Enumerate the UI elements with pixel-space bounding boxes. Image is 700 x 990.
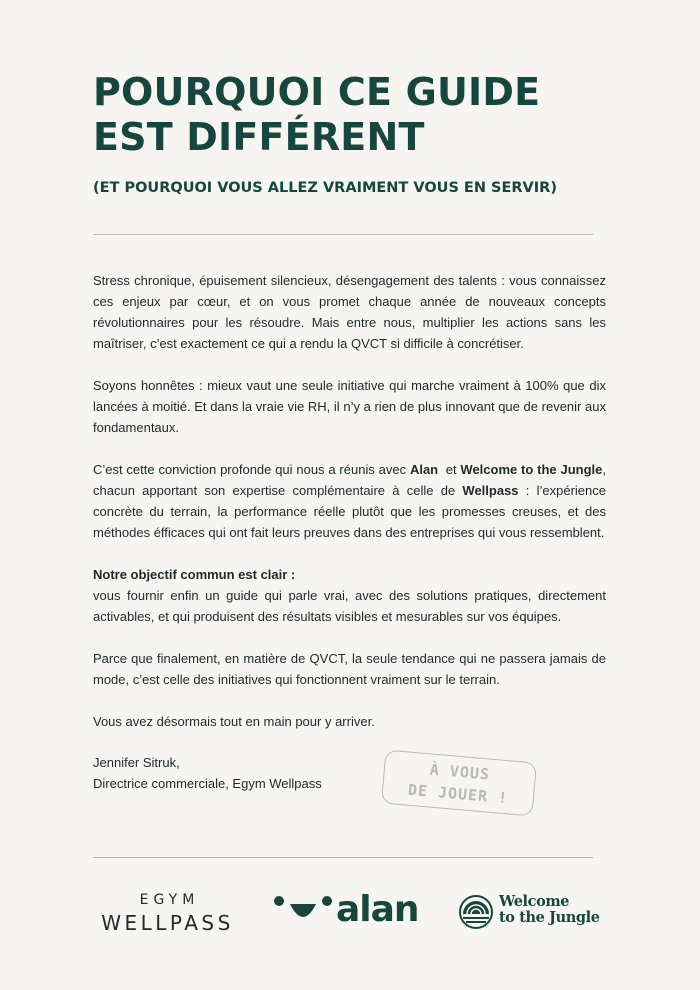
paragraph-4: [93, 564, 606, 627]
wttj-mention: Welcome to the Jungle: [460, 462, 603, 477]
alan-mention: Alan: [409, 462, 439, 477]
egym-logo-text: EGYM: [139, 892, 200, 908]
signature-name: Jennifer Sitruk,: [93, 755, 180, 770]
paragraph-6: Vous avez désormais tout en main pour y arriver.: [93, 714, 375, 729]
alan-face-icon: [274, 896, 332, 926]
paragraph-3-and: et: [438, 462, 461, 477]
signature: [93, 752, 322, 794]
paragraph-2: Soyons honnêtes : mieux vaut une seule initiative qui marche vraiment à 100% que dix lancées à moitié. Et dans la vraie vie RH, il n’y a rien de plus innovant que de revenir aux fondamentaux.: [93, 378, 606, 435]
title-line-2: EST DIFFÉRENT: [93, 115, 425, 159]
paragraph-4-text: vous fournir enfin un guide qui parle vrai, avec des solutions pratiques, directement activables, et qui produisent des résultats visibles et mesurables sur vos équipes.: [93, 588, 606, 624]
paragraph-4-heading: Notre objectif commun est clair :: [93, 567, 296, 582]
wttj-logo-text: [499, 894, 600, 926]
title-line-1: POURQUOI CE GUIDE: [93, 70, 541, 114]
paragraph-3-mid: , chacun apportant son expertise complémentaire à celle de: [93, 462, 606, 498]
paragraph-3-start: C’est cette conviction profonde qui nous a réunis avec: [93, 462, 410, 477]
stamp-line-2: DE JOUER !: [407, 780, 509, 808]
body-text: [93, 270, 606, 753]
wttj-logo-line-2: to the Jungle: [499, 909, 600, 926]
wellpass-mention: Wellpass: [462, 483, 519, 498]
partner-logos: [0, 880, 700, 950]
paragraph-1: Stress chronique, épuisement silencieux, désengagement des talents : vous connaissez ces enjeux par cœur, et on vous promet chaque année de nouveaux concepts révolutionnaires pour les résoudre. Mais entre nous, multiplier les actions sans les maîtriser, c’est exactement ce qui a rendu la QVCT si difficile à concrétiser.: [93, 273, 606, 351]
wttj-logo-line-1: Welcome: [499, 893, 570, 910]
stamp-badge: [381, 749, 537, 816]
top-divider: [93, 234, 593, 235]
bottom-divider: [93, 857, 593, 858]
egym-wellpass-logo: [95, 892, 240, 935]
stamp-line-1: À VOUS: [429, 760, 491, 784]
page-subtitle: (ET POURQUOI VOUS ALLEZ VRAIMENT VOUS EN SERVIR): [93, 180, 557, 196]
wellpass-logo-text: WELLPASS: [101, 911, 234, 935]
page-title: [93, 70, 613, 160]
paragraph-3-end: : l’expérience concrète du terrain, la performance réelle plutôt que les promesses creuses, et des méthodes éfficaces qui ont fait leurs preuves dans des entreprises qui vous ressemblent.: [93, 483, 606, 540]
signature-role: Directrice commerciale, Egym Wellpass: [93, 776, 322, 791]
alan-logo-text: alan: [336, 889, 419, 930]
paragraph-3: [93, 459, 606, 543]
wttj-sun-icon: [459, 895, 493, 929]
paragraph-5: Parce que finalement, en matière de QVCT, la seule tendance qui ne passera jamais de mode, c’est celle des initiatives qui fonctionnent vraiment sur le terrain.: [93, 651, 606, 687]
